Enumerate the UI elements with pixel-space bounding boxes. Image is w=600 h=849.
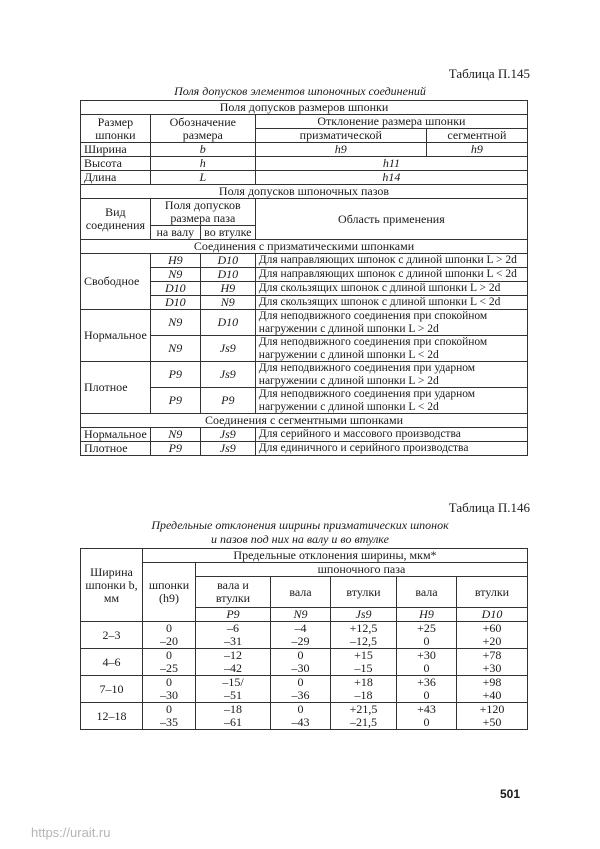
upper-deviation: +60 [482,621,502,635]
table-cell [196,622,271,649]
lower-deviation: –30 [160,688,178,702]
lower-deviation: –42 [224,661,242,675]
lower-deviation: 0 [423,661,430,675]
upper-deviation: 0 [166,648,172,662]
lower-deviation: –35 [160,715,178,729]
table-cell: Плотное [81,362,151,414]
lower-deviation: –15 [354,661,373,675]
table-cell [143,649,196,676]
header-cell: вала [397,577,457,608]
header-cell: Ширина шпонки b, мм [81,549,143,622]
upper-deviation: +30 [417,648,436,662]
table-cell: Для направляющих шпонок с длиной шпонки L > 2d [255,254,527,268]
table-caption: и пазов под них на валу и во втулке [211,532,389,546]
lower-deviation: –31 [224,634,242,648]
header-cell: H9 [397,608,457,622]
lower-deviation: –61 [224,715,242,729]
table-cell [397,622,457,649]
header-cell: N9 [271,608,331,622]
page-number: 501 [500,787,521,801]
table-cell [196,703,271,730]
table-cell [397,703,457,730]
header-cell: втулки [457,577,528,608]
table-cell: h [150,157,255,171]
table-cell [196,676,271,703]
table-cell: Для скользящих шпонок с длиной шпонки L < 2d [255,296,527,310]
lower-deviation: 0 [423,715,430,729]
table-cell: Высота [81,157,151,171]
table-cell: Для неподвижного соединения при спокойном нагружении с длиной шпонки L < 2d [255,336,527,362]
table-cell: 12–18 [81,703,143,730]
table-cell [397,676,457,703]
table-cell: h14 [255,171,527,185]
upper-deviation: –12 [224,648,242,662]
upper-deviation: +15 [354,648,373,662]
table-cell: Для неподвижного соединения при спокойном нагружении с длиной шпонки L > 2d [255,310,527,336]
upper-deviation: 0 [297,675,304,689]
table-cell: b [150,143,255,157]
table-caption: Предельные отклонения ширины призматических шпонок [151,518,449,532]
upper-deviation: +78 [482,648,502,662]
header-cell: втулки [331,577,397,608]
table-row [81,703,528,730]
header-cell: на валу [150,226,200,240]
lower-deviation: +20 [482,634,502,648]
table-cell: Ширина [81,143,151,157]
header-cell: Размер шпонки [81,115,151,143]
table-cell: Js9 [200,442,255,456]
table-body [81,622,528,730]
upper-deviation: +43 [417,702,436,716]
upper-deviation: +36 [417,675,436,689]
table-cell: D10 [200,310,255,336]
upper-deviation: +12,5 [349,621,378,635]
upper-deviation: –4 [294,621,307,635]
table-cell: Плотное [81,442,151,456]
header-cell: Вид соединения [81,199,151,240]
header-cell: сегментной [426,129,527,143]
lower-deviation: –30 [291,661,310,675]
table-cell: 2–3 [81,622,143,649]
lower-deviation: –36 [291,688,310,702]
lower-deviation: 0 [423,688,430,702]
table-cell: Для единичного и серийного производства [255,442,527,456]
table-cell: P9 [150,442,200,456]
table-cell [271,622,331,649]
header-cell: Js9 [331,608,397,622]
table-cell [143,703,196,730]
table-row [81,676,528,703]
table-cell: Нормальное [81,428,151,442]
table-cell: P9 [150,362,200,388]
table-cell [271,676,331,703]
table-cell: N9 [150,428,200,442]
table-cell: D10 [200,254,255,268]
lower-deviation: –21,5 [350,715,377,729]
section-header: Поля допусков размеров шпонки [81,101,528,115]
header-cell: Отклонение размера шпонки [255,115,527,129]
table-cell: Js9 [200,336,255,362]
table-cell: H9 [150,254,200,268]
table-cell [331,676,397,703]
table-cell: P9 [200,388,255,414]
table-cell [457,622,528,649]
table-cell: Свободное [81,254,151,310]
table-caption: Поля допусков элементов шпоночных соединений [174,84,426,98]
table-cell: 7–10 [81,676,143,703]
section-header: Поля допусков шпоночных пазов [81,185,528,199]
table-cell: Для неподвижного соединения при ударном нагружении с длиной шпонки L > 2d [255,362,527,388]
upper-deviation: 0 [166,675,172,689]
header-cell: D10 [457,608,528,622]
upper-deviation: –15/ [222,675,244,689]
table-cell [457,703,528,730]
header-cell: шпоночного паза [196,563,528,577]
upper-deviation: +21,5 [349,702,378,716]
lower-deviation: +50 [482,715,502,729]
table-cell: N9 [150,268,200,282]
header-cell: вала и втулки [196,577,271,608]
table-cell: h9 [426,143,527,157]
width-deviations-table [80,548,528,730]
lower-deviation: –25 [160,661,178,675]
section-header: Соединения с призматическими шпонками [81,240,528,254]
table-cell: D10 [200,268,255,282]
lower-deviation: –20 [160,634,178,648]
table-cell: Для направляющих шпонок с длиной шпонки L < 2d [255,268,527,282]
lower-deviation: +40 [482,688,502,702]
header-cell: Обозначение размера [150,115,255,143]
table-cell: N9 [150,310,200,336]
section-header: Соединения с сегментными шпонками [81,414,528,428]
table-cell: P9 [150,388,200,414]
table-cell: L [150,171,255,185]
header-cell: призматической [255,129,426,143]
table-cell: Длина [81,171,151,185]
lower-deviation: –43 [291,715,310,729]
table-cell [397,649,457,676]
upper-deviation: 0 [166,621,172,635]
table-cell: N9 [200,296,255,310]
header-cell: Поля допусков размера паза [150,199,255,226]
upper-deviation: +120 [479,702,505,716]
table-cell: Для неподвижного соединения при ударном нагружении с длиной шпонки L < 2d [255,388,527,414]
table-row [81,622,528,649]
table-cell: h9 [255,143,426,157]
table-cell [457,649,528,676]
header-cell: шпонки (h9) [143,563,196,622]
table-cell: Js9 [200,362,255,388]
upper-deviation: 0 [166,702,172,716]
table-cell [331,703,397,730]
watermark: https://urait.ru [31,825,111,840]
table-cell: H9 [200,282,255,296]
table-row [81,649,528,676]
upper-deviation: 0 [297,648,304,662]
lower-deviation: –18 [354,688,373,702]
table-label: Таблица П.146 [448,500,530,515]
table-cell: h11 [255,157,527,171]
upper-deviation: +25 [417,621,436,635]
upper-deviation: –18 [224,702,242,716]
upper-deviation: +98 [482,675,502,689]
table-cell: N9 [150,336,200,362]
table-cell: 4–6 [81,649,143,676]
table-cell: Для скользящих шпонок с длиной шпонки L > 2d [255,282,527,296]
header-cell: Область применения [255,199,527,240]
table-cell [331,622,397,649]
table-cell [196,649,271,676]
header-cell: Предельные отклонения ширины, мкм* [143,549,528,563]
header-cell: вала [271,577,331,608]
table-cell: Для серийного и массового производства [255,428,527,442]
table-cell: D10 [150,296,200,310]
upper-deviation: +18 [354,675,373,689]
table-cell [143,622,196,649]
lower-deviation: –29 [291,634,310,648]
table-cell: Нормальное [81,310,151,362]
table-cell [271,703,331,730]
table-label: Таблица П.145 [448,66,530,81]
header-cell: P9 [196,608,271,622]
header-cell: во втулке [200,226,255,240]
upper-deviation: 0 [297,702,304,716]
lower-deviation: 0 [423,634,430,648]
table-cell [331,649,397,676]
lower-deviation: –51 [224,688,242,702]
table-cell [143,676,196,703]
table-cell: D10 [150,282,200,296]
lower-deviation: –12,5 [350,634,377,648]
tolerance-fields-table [80,100,528,456]
upper-deviation: –6 [227,621,239,635]
table-cell [271,649,331,676]
table-cell: Js9 [200,428,255,442]
table-cell [457,676,528,703]
lower-deviation: +30 [482,661,502,675]
